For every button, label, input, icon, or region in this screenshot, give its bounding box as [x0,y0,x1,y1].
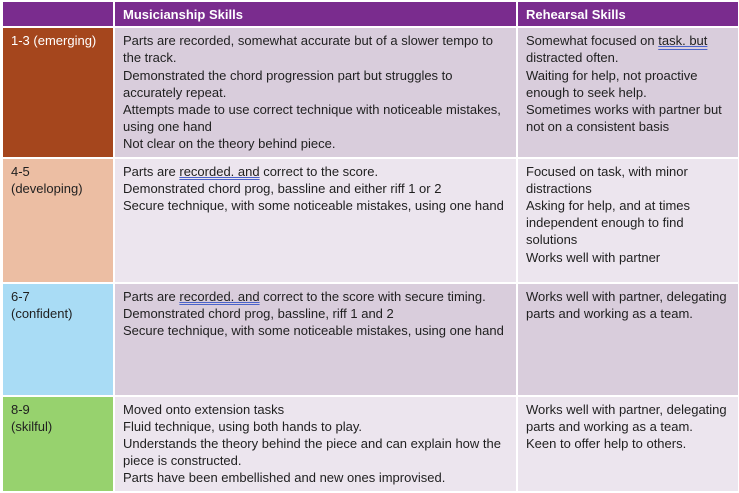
criterion: Secure technique, with some noticeable mistakes, using one hand [123,323,504,339]
criterion: Parts have been embellished and new ones improvised. [123,470,446,486]
criterion: Demonstrated the chord progression part but struggles to accurately repeat. [123,67,453,100]
level-score: 6-7 [11,288,30,304]
criterion: Moved onto extension tasks [123,401,285,417]
level-cell [2,27,114,157]
musicianship-cell [114,27,517,157]
level-label: (skilful) [11,418,53,434]
criterion: Demonstrated chord prog, bassline and either riff 1 or 2 [123,180,442,196]
level-label: (confident) [11,305,73,321]
proofing-mark: recorded. and [179,288,260,304]
rehearsal-cell [517,283,739,396]
table-row [2,283,739,396]
level-score: 4-5 [11,163,30,179]
criterion: Secure technique, with some noticeable mistakes, using one hand [123,198,504,214]
criterion: Somewhat focused on task. but distracted often. [526,33,708,66]
criterion: Parts are recorded. and correct to the score with secure timing. [123,288,486,304]
table-row [2,27,739,157]
criterion: Demonstrated chord prog, bassline, riff 1 and 2 [123,305,394,321]
criterion: Not clear on the theory behind piece. [123,136,336,152]
criterion: Asking for help, and at times independent enough to find solutions [526,198,691,248]
criterion: Attempts made to use correct technique with noticeable mistakes, using one hand [123,102,501,135]
rehearsal-cell [517,158,739,283]
musicianship-cell [114,396,517,492]
criterion: Waiting for help, not proactive enough to seek help. [526,67,698,100]
rehearsal-cell [517,396,739,492]
header-row [2,1,739,27]
criterion: Sometimes works with partner but not on a consistent basis [526,102,722,135]
criterion: Focused on task, with minor distractions [526,163,688,196]
criterion: Parts are recorded, somewhat accurate but of a slower tempo to the track. [123,33,493,66]
musicianship-cell [114,283,517,396]
level-label: 1-3 (emerging) [11,33,97,49]
criterion: Understands the theory behind the piece and can explain how the piece is constructed. [123,436,501,469]
rubric-table [1,0,739,493]
level-score: 8-9 [11,401,30,417]
table-row [2,158,739,283]
proofing-mark: task. but [658,33,708,49]
level-label: (developing) [11,180,83,196]
level-cell [2,158,114,283]
criterion: Keen to offer help to others. [526,436,687,452]
level-cell [2,283,114,396]
proofing-mark: recorded. and [179,163,260,179]
criterion: Works well with partner, delegating parts and working as a team. [526,288,727,321]
header-level [2,1,114,27]
criterion: Works well with partner [526,249,661,265]
level-cell [2,396,114,492]
criterion: Works well with partner, delegating parts and working as a team. [526,401,727,434]
table-row [2,396,739,492]
musicianship-cell [114,158,517,283]
header-rehearsal: Rehearsal Skills [517,1,739,27]
criterion: Parts are recorded. and correct to the score. [123,163,379,179]
criterion: Fluid technique, using both hands to play. [123,418,362,434]
header-musicianship: Musicianship Skills [114,1,517,27]
rehearsal-cell [517,27,739,157]
